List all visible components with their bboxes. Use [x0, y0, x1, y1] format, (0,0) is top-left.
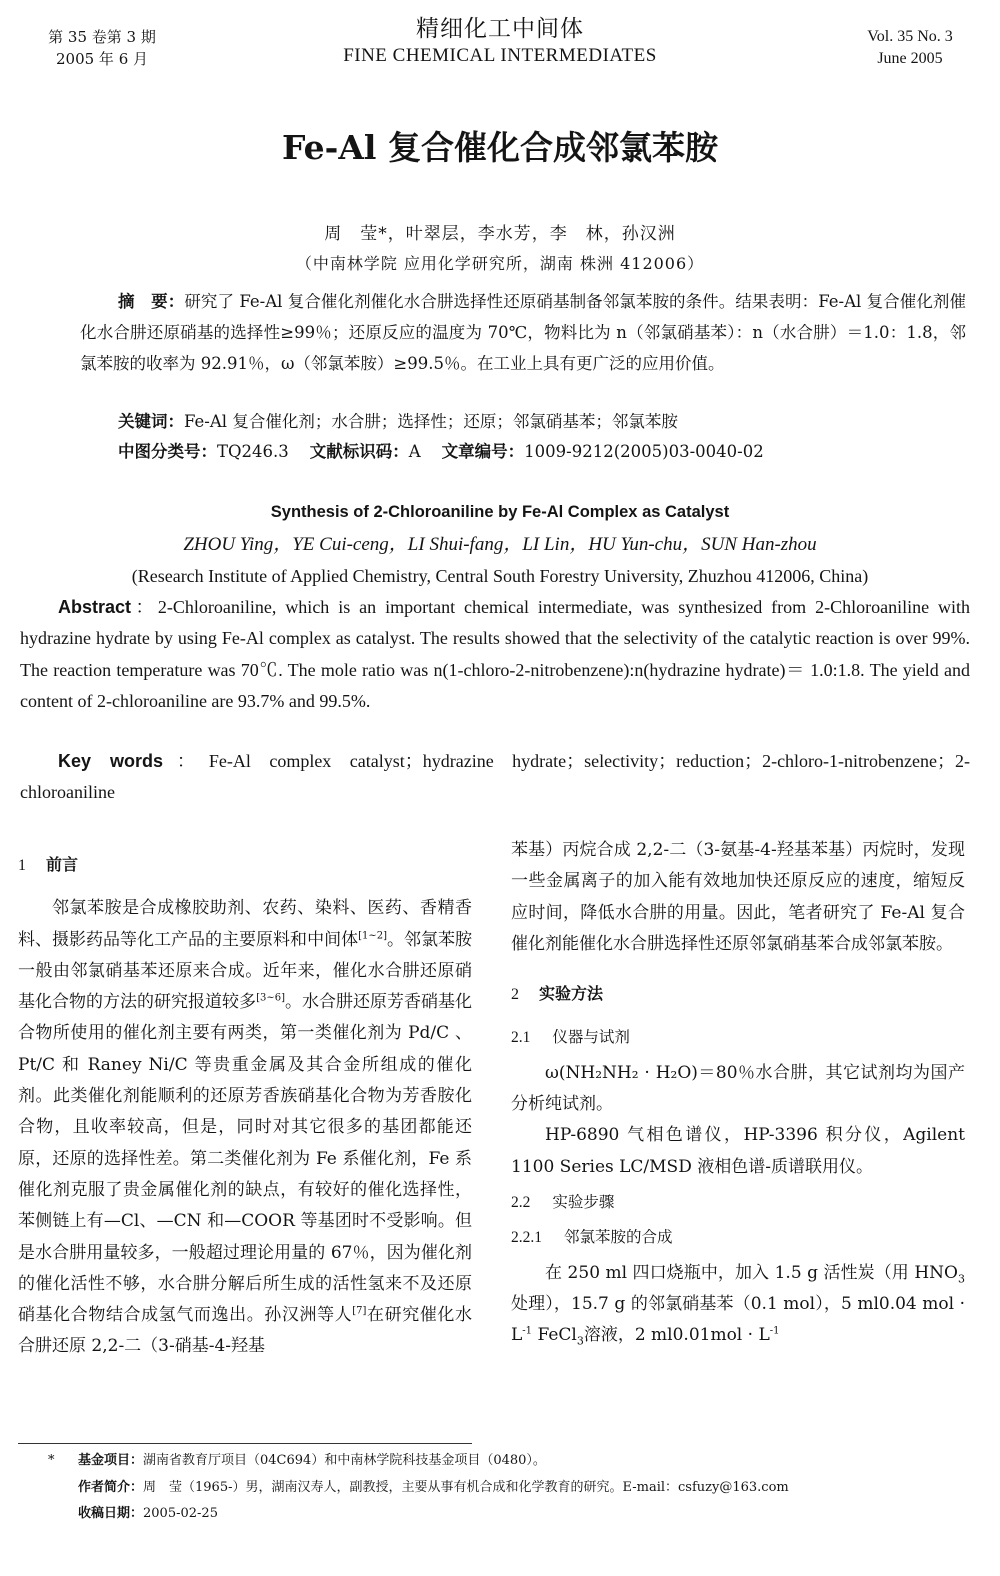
article-no-label: 文章编号：	[441, 442, 525, 461]
funding-label: 基金项目：	[78, 1453, 144, 1468]
date-en: June 2005	[877, 50, 943, 67]
author-bio-text: 周 莹（1965-）男，湖南汉寿人，副教授，主要从事有机合成和化学教育的研究。E-mail：csfuzy@163.com	[143, 1480, 789, 1495]
doc-code-label: 文献标识码：	[309, 442, 409, 461]
subsubsection-title: 邻氯苯胺的合成	[564, 1228, 673, 1247]
subsection-title: 实验步骤	[552, 1192, 615, 1211]
footnote-author	[78, 1478, 1000, 1498]
journal-name-en: FINE CHEMICAL INTERMEDIATES	[343, 45, 657, 66]
body-column-left	[18, 835, 472, 1363]
classification-cn	[80, 437, 1000, 467]
text-run: 。水合肼还原芳香硝基化合物所使用的催化剂主要有两类，第一类催化剂为 Pd/C 、Pt/C 和 Raney Ni/C 等贵重金属及其合金所组成的催化剂。此类催化剂能顺利的还原芳香族硝基化合物为芳香胺化合物，且收率较高，但是，同时对其它很多的基团都能还原，还原的选择性差。第二类催化剂为 Fe 系催化剂，Fe 系催化剂克服了贵金属催化剂的缺点，有较好的催化选择性，苯侧链上有—Cl、—CN 和—COOR 等基团时不受影响。但是水合肼用量较多，一般超过理论用量的 67％，因为催化剂的催化活性不够，水合肼分解后所生成的活性氢来不及还原硝基化合物结合成氢气而逸出。孙汉洲等人	[18, 992, 473, 1326]
superscript: -1	[769, 1325, 780, 1337]
header-volume-en	[850, 26, 970, 70]
keywords-en-label: Key words	[58, 751, 163, 771]
volume-issue-en: Vol. 35 No. 3	[867, 28, 953, 45]
footnote-marker: *	[48, 1453, 55, 1468]
subsection-number: 2.2	[511, 1193, 531, 1211]
received-date-text: 2005-02-25	[143, 1506, 218, 1521]
paper-title-cn: Fe-Al 复合催化合成邻氯苯胺	[282, 128, 718, 167]
journal-name-cn: 精细化工中间体	[416, 16, 584, 42]
section-number: 1	[18, 857, 26, 874]
abstract-cn-text: 研究了 Fe-Al 复合催化剂催化水合肼选择性还原硝基制备邻氯苯胺的条件。结果表明：Fe-Al 复合催化剂催化水合肼还原硝基的选择性≥99％；还原反应的温度为 70℃，物料比为 n（邻氯硝基苯）：n（水合肼）＝1.0：1.8，邻氯苯胺的收率为 92.91％，ω（邻氯苯胺）≥99.5％。在工业上具有更广泛的应用价值。	[80, 292, 966, 373]
author-bio-label: 作者简介：	[78, 1480, 144, 1495]
authors-cn: 周 莹*，叶翠层，李水芳，李 林，孙汉洲	[324, 224, 676, 244]
paragraph-reagents: ω(NH₂NH₂ · H₂O)＝80％水合肼，其它试剂均为国产分析纯试剂。	[511, 1062, 965, 1115]
doc-code-value: A	[408, 442, 421, 461]
keywords-cn-label: 关键词：	[118, 412, 184, 431]
section-title: 实验方法	[539, 984, 604, 1004]
subscript: 3	[576, 1334, 584, 1348]
volume-issue-cn: 第 35 卷第 3 期	[48, 28, 156, 46]
funding-text: 湖南省教育厅项目（04C694）和中南林学院科技基金项目（0480）。	[143, 1453, 546, 1468]
clc-label: 中图分类号：	[118, 442, 217, 461]
subscript: 3	[958, 1271, 965, 1285]
footnote-divider	[18, 1443, 472, 1444]
paragraph-synthesis	[511, 1258, 965, 1352]
paragraph-instruments: HP-6890 气相色谱仪，HP-3396 积分仪，Agilent 1100 Series LC/MSD 液相色谱-质谱联用仪。	[511, 1125, 965, 1177]
keywords-cn	[80, 407, 1000, 437]
text-run: 处理），15.7 g 的邻氯硝基苯（0.1 mol），5 ml0.04 mol · L	[511, 1293, 965, 1346]
citation: [1~2]	[358, 929, 387, 941]
subsection-heading	[511, 1187, 965, 1218]
journal-title	[250, 14, 750, 68]
abstract-en-label: Abstract	[58, 597, 132, 617]
affiliation-cn: （中南林学院 应用化学研究所，湖南 株洲 412006）	[295, 254, 705, 273]
header-volume-cn	[42, 26, 162, 70]
subsection-heading	[511, 1022, 965, 1053]
footnote-funding	[78, 1451, 1000, 1471]
abstract-en	[20, 592, 970, 717]
affiliation-en: (Research Institute of Applied Chemistry, Central South Forestry University, Zhuzhou 412006, China)	[131, 566, 869, 586]
subsection-number: 2.1	[511, 1029, 531, 1047]
text-run: 溶液，2 ml0.01mol · L	[583, 1325, 770, 1346]
abstract-en-text: ：2-Chloroaniline, which is an important chemical intermediate, was synthesized from 2-Chloroaniline with hydrazine hydrate by using Fe-Al complex as catalyst. The results showed that the selectivity of the catalytic reaction is over 99%. The reaction temperature was 70℃. The mole ratio was n(1-chloro-2-nitrobenzene):n(hydrazine hydrate)＝ 1.0:1.8. The yield and content of 2-chloroaniline are 93.7% and 99.5%.	[20, 597, 970, 711]
citation: [7]	[352, 1305, 367, 1317]
date-cn: 2005 年 6 月	[55, 50, 149, 68]
article-no-value: 1009-9212(2005)03-0040-02	[524, 442, 764, 461]
abstract-cn	[80, 286, 966, 379]
citation: [3~6]	[256, 992, 285, 1004]
text-run: 在研究催化水合肼还原 2,2-二（3-硝基-4-羟基	[18, 1305, 473, 1357]
keywords-cn-text: Fe-Al 复合催化剂；水合肼；选择性；还原；邻氯硝基苯；邻氯苯胺	[184, 412, 678, 431]
paragraph-intro-continued: 苯基）丙烷合成 2,2-二（3-氨基-4-羟基苯基）丙烷时，发现一些金属离子的加入能有效地加快还原反应的速度，缩短反应时间，降低水合肼的用量。因此，笔者研究了 Fe-Al 复合催化剂能催化水合肼选择性还原邻氯硝基苯合成邻氯苯胺。	[511, 840, 965, 954]
section-heading	[18, 849, 472, 881]
section-number: 2	[511, 986, 519, 1004]
paragraph-intro	[18, 893, 472, 1362]
paper-title-en: Synthesis of 2-Chloroaniline by Fe-Al Complex as Catalyst	[270, 503, 730, 521]
received-date-label: 收稿日期：	[78, 1506, 144, 1521]
keywords-en	[20, 746, 970, 808]
section-heading	[511, 978, 965, 1010]
section-title: 前言	[46, 855, 79, 874]
subsubsection-number: 2.2.1	[511, 1229, 542, 1247]
text-run: 邻氯苯胺是合成橡胶助剂、农药、染料、医药、香精香料、摄影药品等化工产品的主要原料和中间体	[18, 898, 472, 950]
superscript: -1	[522, 1325, 533, 1337]
text-run: FeCl	[532, 1325, 577, 1346]
clc-value: TQ246.3	[217, 442, 289, 461]
abstract-cn-label: 摘 要：	[118, 292, 185, 311]
text-run: 在 250 ml 四口烧瓶中，加入 1.5 g 活性炭（用 HNO	[545, 1262, 958, 1283]
subsubsection-heading	[511, 1222, 965, 1253]
keywords-en-text: ：Fe-Al complex catalyst；hydrazine hydrate；selectivity；reduction；2-chloro-1-nitrobenzene；2-chloroaniline	[20, 751, 970, 802]
subsection-title: 仪器与试剂	[552, 1028, 630, 1047]
footnote-received	[78, 1504, 1000, 1524]
text-run: 。邻氯苯胺一般由邻氯硝基苯还原来合成。近年来，催化水合肼还原硝基化合物的方法的研究报道较多	[18, 929, 473, 1013]
body-column-right	[511, 835, 965, 1351]
authors-en: ZHOU Ying，YE Cui-ceng，LI Shui-fang，LI Lin，HU Yun-chu，SUN Han-zhou	[183, 534, 817, 555]
